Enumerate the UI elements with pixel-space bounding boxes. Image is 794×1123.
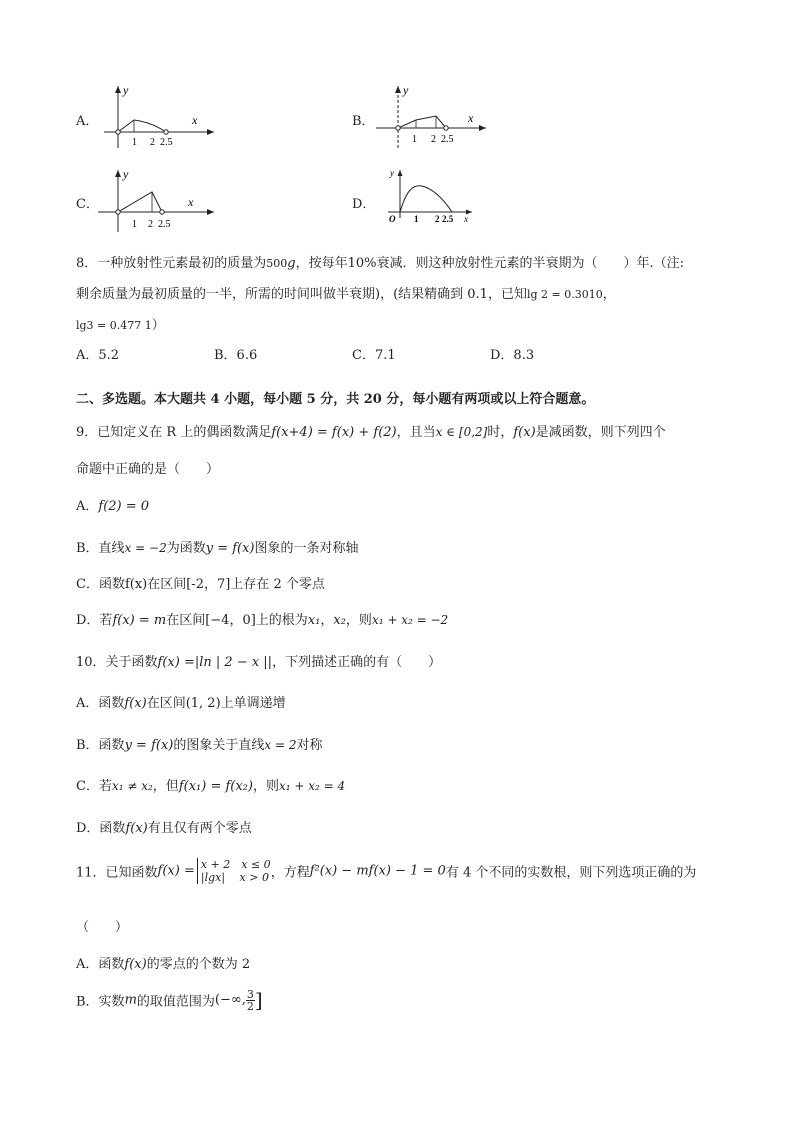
q11-text-1: 11．已知函数 — [76, 865, 158, 881]
q9-a-label: A． — [76, 499, 99, 514]
graph-c-x: x — [188, 195, 194, 209]
q10-c-text-3: ，则 — [252, 779, 279, 794]
q10-a-text-2: 在区间 — [146, 696, 186, 711]
q11-piecewise — [197, 858, 271, 884]
q10-a-fx: f(x) — [124, 696, 147, 711]
q10-b-text-3: 对称 — [296, 738, 323, 753]
graph-option-d — [382, 166, 482, 228]
q11-option-b[interactable] — [76, 988, 263, 1012]
q10-d-text-1: D．函数 — [76, 821, 126, 836]
graph-d-origin: O — [389, 214, 396, 224]
graph-b-y: y — [403, 83, 409, 97]
q9-d-text-3: ，则 — [345, 613, 372, 628]
q8-option-b[interactable]: B．6.6 — [214, 348, 258, 363]
q9-d-sep: ， — [320, 613, 334, 628]
q8-line-2 — [76, 283, 616, 302]
q9-d-x1: x₁ — [307, 613, 321, 628]
q9-d-eq: f(x) = m — [112, 613, 167, 628]
option-b-label: B． — [352, 114, 375, 129]
option-c-label: C． — [76, 197, 99, 212]
q10-option-d[interactable] — [76, 817, 252, 836]
q11-a-text-1: A．函数 — [76, 957, 125, 972]
q11-b-m: m — [124, 992, 137, 1008]
graph-a-tick-3: 2.5 — [160, 137, 173, 148]
q11-piece-2: |lgx| x > 0 — [200, 871, 269, 884]
q11-b-den: 2 — [246, 999, 254, 1013]
option-d-label: D． — [352, 197, 376, 212]
q10-d-text-2: 有且仅有两个零点 — [147, 821, 252, 836]
q10-b-text-2: 的图象关于直线 — [173, 738, 265, 753]
q11-text-3: 有 4 个不同的实数根，则下列选项正确的为 — [445, 865, 697, 881]
q10-b-eq: y = f(x) — [124, 738, 174, 753]
section-2-heading: 二、多选题。本大题共 4 小题，每小题 5 分，共 20 分，每小题有两项或以上符合题意。 — [76, 392, 595, 407]
q9-text-2: ，且当 — [396, 425, 436, 440]
graph-b-x: x — [468, 111, 474, 125]
q10-a-text-1: A．函数 — [76, 696, 125, 711]
q11-b-close: ] — [254, 988, 263, 1012]
q10-text-2: ，下列描述正确的有（ ） — [272, 655, 442, 670]
q8-text-3: 剩余质量为最初质量的一半，所需的时间叫做半衰期)，(结果精确到 0.1，已知 — [76, 287, 527, 302]
q10-text-1: 10．关于函数 — [76, 655, 158, 670]
q9-text-3: 时， — [487, 425, 514, 440]
q9-d-text-1: D．若 — [76, 613, 113, 628]
q8-option-d[interactable]: D．8.3 — [490, 348, 535, 363]
q10-line-1 — [76, 651, 441, 670]
q9-b-text-1: B．直线 — [76, 541, 125, 556]
q10-a-int: (1, 2) — [185, 696, 221, 711]
graph-d-tick-2: 2 — [435, 214, 440, 224]
q11-a-fx: f(x) — [124, 957, 147, 972]
q9-b-eq-2: y = f(x) — [205, 541, 255, 556]
q9-text-4: 是减函数，则下列四个 — [535, 425, 666, 440]
q11-a-text-2: 的零点的个数为 2 — [146, 957, 251, 972]
q8-unit: g — [287, 256, 296, 271]
q8-text-2: ，按每年10%衰减．则这种放射性元素的半衰期为（ ）年.（注: — [295, 256, 685, 271]
graph-a-tick-2: 2 — [150, 137, 155, 148]
q11-b-text-2: 的取值范围为 — [136, 994, 215, 1010]
q9-d-text-2: 在区间[−4，0]上的根为 — [166, 613, 308, 628]
q10-d-fx: f(x) — [125, 821, 148, 836]
graph-a-tick-1: 1 — [132, 137, 137, 148]
q9-option-d[interactable] — [76, 609, 448, 628]
q10-b-text-1: B．函数 — [76, 738, 125, 753]
graph-a-x: x — [192, 113, 198, 127]
q9-line-2: 命题中正确的是（ ） — [76, 462, 220, 477]
q9-cond: x ∈ [0,2] — [435, 425, 488, 439]
q8-option-a[interactable]: A．5.2 — [76, 348, 120, 363]
graph-a-y: y — [123, 83, 129, 97]
q9-line-1 — [76, 421, 666, 440]
q9-d-x2: x₂ — [333, 613, 346, 628]
q9-b-text-2: 为函数 — [166, 541, 206, 556]
q8-text-1: 8．一种放射性元素最初的质量为 — [76, 256, 267, 271]
graph-d-tick-3: 2.5 — [442, 214, 454, 224]
q10-option-c[interactable] — [76, 775, 345, 794]
q8-line-1 — [76, 252, 684, 271]
q11-piece-1: x + 2 x ≤ 0 — [200, 858, 271, 871]
q11-b-num: 3 — [246, 987, 254, 1001]
q8-lg2: lg 2 = 0.3010 — [526, 288, 603, 301]
graph-c-tick-1: 1 — [132, 219, 137, 230]
q8-option-c[interactable]: C．7.1 — [352, 348, 396, 363]
q9-d-sum: x₁ + x₂ = −2 — [371, 613, 449, 627]
q11-fx-eq: f(x) = — [157, 863, 195, 879]
graph-c-y: y — [123, 167, 129, 181]
q11-line-1 — [76, 858, 696, 884]
q11-option-a[interactable] — [76, 953, 250, 972]
q9-a-eq: f(2) = 0 — [98, 499, 150, 514]
q8-lg3: lg3 = 0.477 1 — [76, 319, 152, 332]
q10-a-text-3: 上单调递增 — [220, 696, 286, 711]
graph-option-a — [96, 82, 216, 152]
q8-mass: 500 — [266, 257, 288, 270]
graph-b-tick-2: 2 — [431, 134, 436, 145]
q9-text-1: 9．已知定义在 R 上的偶函数满足 — [76, 425, 272, 440]
q10-option-a[interactable] — [76, 692, 286, 711]
q9-fx: f(x) — [513, 425, 536, 440]
q10-c-sum: x₁ + x₂ = 4 — [278, 779, 346, 793]
q11-line-2: （ ） — [76, 920, 129, 935]
q9-eq: f(x+4) = f(x) + f(2) — [271, 425, 397, 440]
q11-b-text-1: B．实数 — [76, 994, 125, 1010]
q11-b-fraction — [246, 989, 255, 1012]
q10-c-neq: x₁ ≠ x₂ — [111, 779, 153, 793]
graph-option-c — [96, 166, 216, 236]
graph-c-tick-2: 2 — [148, 219, 153, 230]
q11-text-2: ，方程 — [270, 865, 310, 881]
q10-eq: f(x) =|ln | 2 − x || — [157, 655, 273, 670]
q10-c-eq: f(x₁) = f(x₂) — [178, 779, 253, 794]
q9-option-c[interactable]: C．函数f(x)在区间[-2，7]上存在 2 个零点 — [76, 577, 325, 592]
graph-b-tick-1: 1 — [412, 134, 417, 145]
q11-eq: f²(x) − mf(x) − 1 = 0 — [309, 863, 446, 879]
q9-option-a[interactable] — [76, 495, 149, 514]
q11-b-open: (−∞, — [214, 992, 246, 1008]
graph-d-tick-1: 1 — [414, 214, 419, 224]
q9-b-text-3: 图象的一条对称轴 — [254, 541, 359, 556]
q8-line-3 — [76, 314, 165, 333]
graph-d-y: y — [390, 168, 394, 178]
option-a-label: A． — [76, 114, 99, 129]
q9-option-b[interactable] — [76, 537, 359, 556]
q9-b-eq-1: x = −2 — [124, 541, 167, 555]
q8-text-5: ） — [151, 318, 165, 333]
q10-c-text-2: ，但 — [152, 779, 179, 794]
graph-option-b — [370, 82, 490, 152]
q8-text-4: ， — [602, 287, 616, 302]
graph-d-x: x — [464, 214, 468, 224]
graph-c-tick-3: 2.5 — [158, 219, 171, 230]
q10-c-text-1: C．若 — [76, 779, 112, 794]
graph-b-tick-3: 2.5 — [441, 134, 454, 145]
q10-option-b[interactable] — [76, 734, 322, 753]
q10-b-line: x = 2 — [264, 738, 297, 752]
